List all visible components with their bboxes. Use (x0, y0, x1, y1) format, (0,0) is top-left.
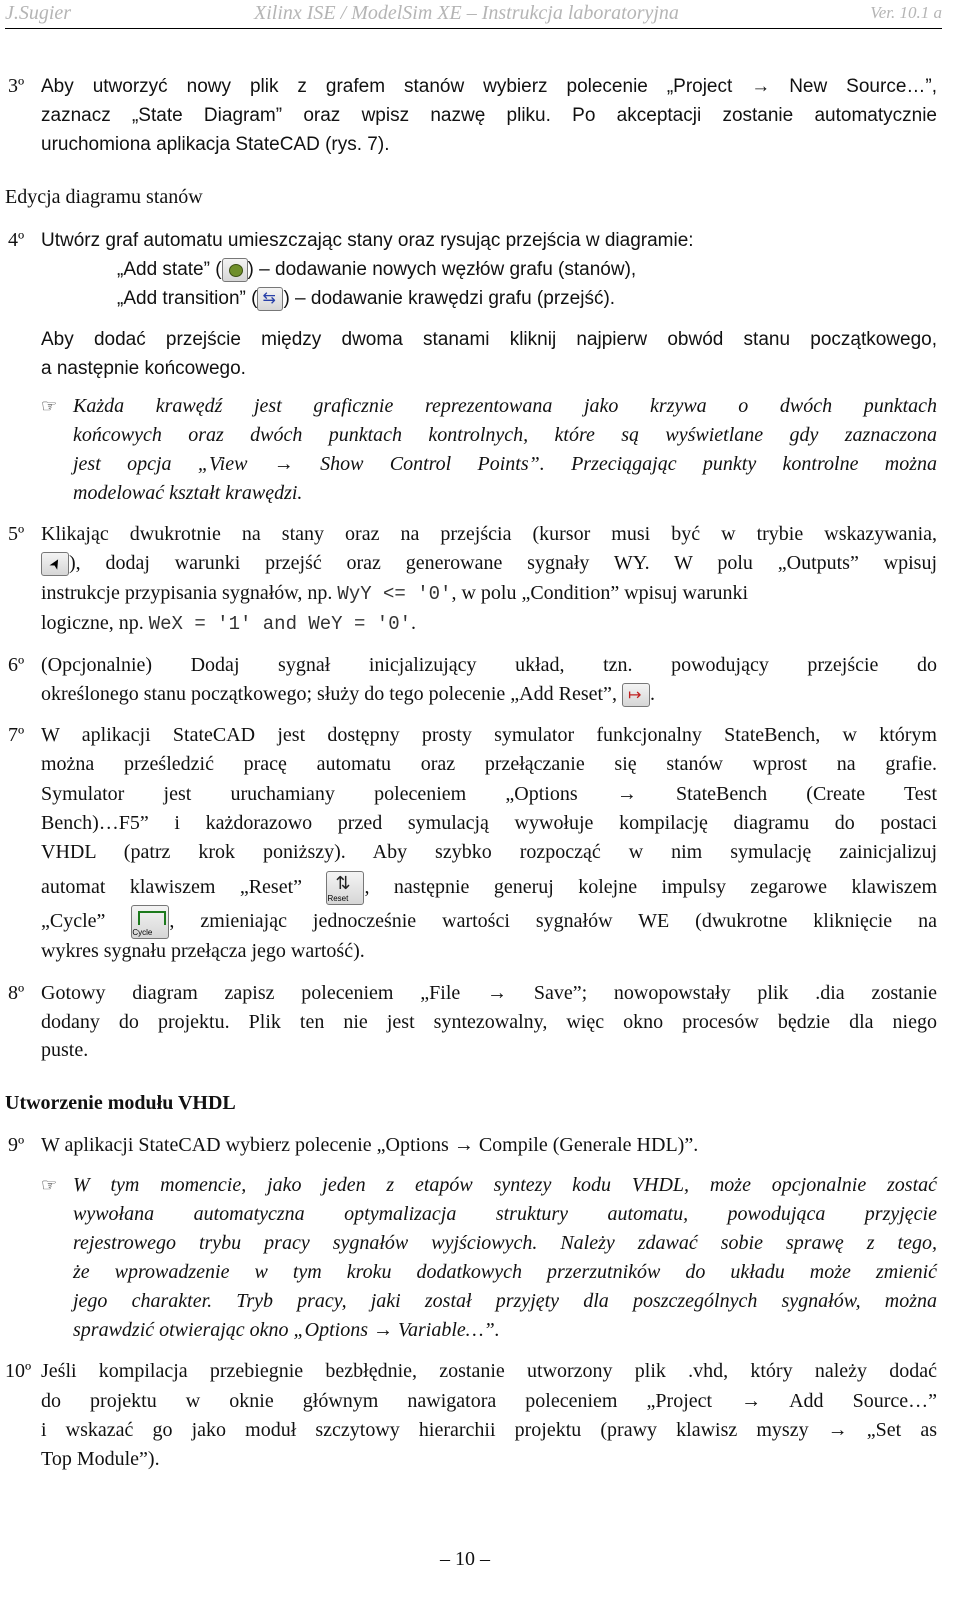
step4-para: Aby dodać przejście między dwoma stanami kliknij najpierw obwód stanu początkowego, (41, 329, 937, 350)
step3-line: zaznacz „State Diagram” oraz wpisz nazwę pliku. Po akceptacji zostanie automatycznie (41, 105, 937, 126)
page-number: – 10 – (440, 1548, 490, 1570)
reset-button-icon: ⇅ Reset (326, 871, 364, 905)
step8-line: dodany do projektu. Plik ten nie jest syntezowalny, więc okno procesów będzie dla niego (41, 1011, 937, 1033)
step5-line: ➤), dodaj warunki przejść oraz generowane sygnały WY. W polu „Outputs” wpisuj (41, 549, 937, 578)
cycle-button-icon: Cycle (131, 905, 169, 939)
note-line: wywołana automatyczna optymalizacja struktury automatu, powodująca przyjęcie (73, 1203, 937, 1225)
add-reset-icon (622, 683, 650, 707)
step6-line: określonego stanu początkowego; służy do tego polecenie „Add Reset”, ↦ . (41, 680, 655, 709)
add-state-line: „Add state” ( ) – dodawanie nowych węzłów grafu (stanów), (117, 259, 637, 280)
step4-para: a następnie końcowego. (41, 358, 246, 379)
hand-pointer-icon: ☞ (41, 396, 58, 416)
note-line: końcowych oraz dwóch punktach kontrolnych, które są wyświetlane gdy zaznaczona (73, 424, 937, 446)
note-line: W tym momencie, jako jeden z etapów syntezy kodu VHDL, może opcjonalnie zostać (73, 1174, 937, 1196)
step-number: 6º (8, 654, 25, 676)
page-header (5, 0, 942, 29)
step3-line: Aby utworzyć nowy plik z grafem stanów wybierz polecenie „Project → New Source…”, (41, 76, 937, 97)
step4-intro: Utwórz graf automatu umieszczając stany oraz rysując przejścia w diagramie: (41, 230, 694, 251)
add-transition-icon (257, 287, 283, 311)
note-line: modelować kształt krawędzi. (73, 482, 303, 504)
header-version: Ver. 10.1 a (870, 3, 942, 22)
step5-line: logiczne, np. WeX = '1' and WeY = '0'. (41, 612, 416, 635)
pointer-mode-icon (41, 552, 69, 576)
step10-line: Jeśli kompilacja przebiegnie bezbłędnie, zostanie utworzony plik .vhd, który należy dodać (41, 1360, 937, 1382)
step8-line: Gotowy diagram zapisz poleceniem „File → Save”; nowopowstały plik .dia zostanie (41, 982, 937, 1004)
code-snippet: WeX = '1' and WeY = '0' (148, 613, 411, 635)
step7-line: Symulator jest uruchamiany poleceniem „Options → StateBench (Create Test (41, 783, 937, 805)
step-number: 8º (8, 982, 25, 1004)
step-number: 9º (8, 1134, 25, 1156)
step7-line: VHDL (patrz krok poniższy). Aby szybko rozpocząć w nim symulację zainicjalizuj (41, 841, 937, 863)
step3-line: uruchomiona aplikacja StateCAD (rys. 7). (41, 134, 390, 155)
step6-line: (Opcjonalnie) Dodaj sygnał inicjalizujący układ, tzn. powodujący przejście do (41, 654, 937, 676)
step10-line: do projektu w oknie głównym nawigatora poleceniem „Project → Add Source…” (41, 1390, 937, 1412)
step10-line: i wskazać go jako moduł szczytowy hierarchii projektu (prawy klawisz myszy → „Set as (41, 1419, 937, 1441)
step9-line: W aplikacji StateCAD wybierz polecenie „Options → Compile (Generale HDL)”. (41, 1134, 699, 1156)
step7-line: „Cycle” Cycle , zmieniając jednocześnie wartości sygnałów WE (dwukrotne kliknięcie na (41, 904, 937, 939)
step-number: 3º (8, 75, 25, 97)
step-number: 7º (8, 724, 25, 746)
step7-line: wykres sygnału przełącza jego wartość). (41, 940, 365, 962)
step7-line: Bench)…F5” i każdorazowo przed symulacją wywołuje kompilację diagramu do postaci (41, 812, 937, 834)
step-number: 5º (8, 523, 25, 545)
step8-line: puste. (41, 1039, 89, 1061)
header-title: Xilinx ISE / ModelSim XE – Instrukcja laboratoryjna (254, 2, 679, 24)
step-number: 4º (8, 229, 25, 251)
step7-line: można prześledzić pracę automatu oraz przełączanie się stanów wprost na grafie. (41, 753, 937, 775)
step7-line: automat klawiszem „Reset” ⇅ Reset , następnie generuj kolejne impulsy zegarowe klawiszem (41, 873, 938, 904)
section-heading: Edycja diagramu stanów (5, 186, 203, 208)
add-state-icon (222, 258, 248, 282)
add-transition-line: „Add transition” (⇆ ) – dodawanie krawędzi grafu (przejść). (117, 284, 615, 313)
note-line: sprawdzić otwierając okno „Options → Variable…”. (73, 1319, 500, 1341)
header-author: J.Sugier (5, 2, 72, 24)
note-line: jego charakter. Tryb pracy, jaki został przyjęty dla poszczególnych sygnałów, można (73, 1290, 937, 1312)
note-line: rejestrowego trybu pracy sygnałów wyjściowych. Należy zdawać sobie sprawę z tego, (73, 1232, 937, 1254)
step-number: 10º (5, 1360, 32, 1382)
step5-line: instrukcje przypisania sygnałów, np. WyY <= '0', w polu „Condition” wpisuj warunki (41, 582, 749, 605)
step5-line: Klikając dwukrotnie na stany oraz na przejścia (kursor musi być w trybie wskazywania, (41, 523, 937, 545)
code-snippet: WyY <= '0' (337, 583, 452, 605)
step7-line: W aplikacji StateCAD jest dostępny prosty symulator funkcjonalny StateBench, w którym (41, 724, 937, 746)
hand-pointer-icon: ☞ (41, 1175, 58, 1195)
note-line: Każda krawędź jest graficznie reprezentowana jako krzywa o dwóch punktach (73, 395, 937, 417)
note-line: że wprowadzenie w tym kroku dodatkowych przerzutników do układu może zmienić (73, 1261, 937, 1283)
step10-line: Top Module”). (41, 1448, 160, 1470)
section-heading: Utworzenie modułu VHDL (5, 1092, 236, 1114)
note-line: jest opcja „View → Show Control Points”. Przeciągając punkty kontrolne można (73, 453, 937, 475)
